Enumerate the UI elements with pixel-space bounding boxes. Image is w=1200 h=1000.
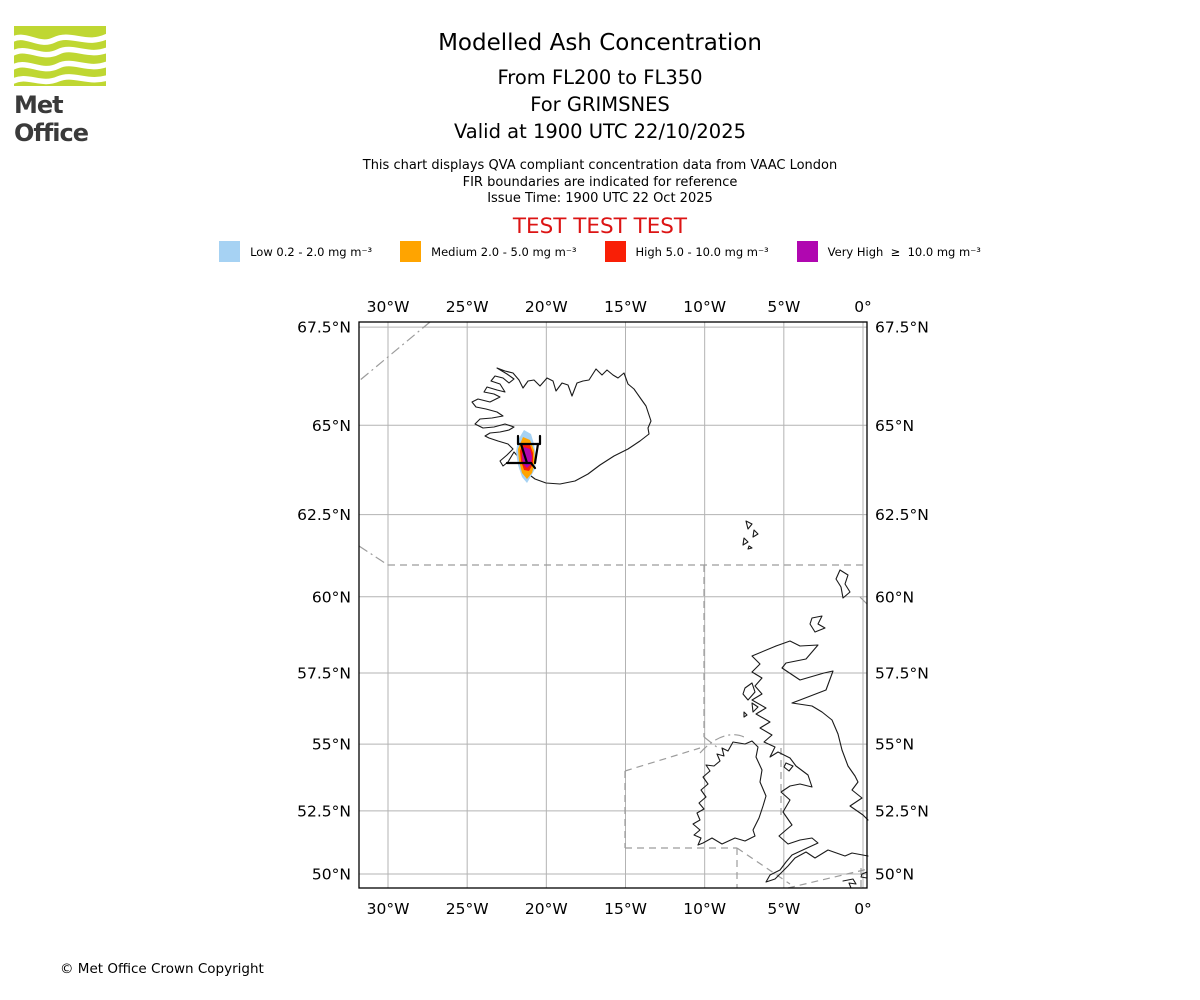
- lon-tick-label-top: 15°W: [604, 298, 647, 316]
- copyright-notice: © Met Office Crown Copyright: [60, 961, 264, 977]
- lat-tick-label-left: 55°N: [311, 735, 351, 754]
- test-banner: TEST TEST TEST: [512, 214, 688, 239]
- lon-tick-label-top: 25°W: [445, 298, 489, 316]
- lon-tick-label-bottom: 30°W: [366, 900, 410, 918]
- map-gridlines: [359, 322, 867, 888]
- lat-tick-label-right: 57.5°N: [875, 664, 929, 683]
- info-line-fir: FIR boundaries are indicated for reference: [462, 174, 738, 190]
- lat-tick-label-right: 50°N: [875, 865, 915, 884]
- lat-tick-label-left: 67.5°N: [297, 318, 351, 337]
- lon-tick-label-top: 10°W: [683, 298, 727, 316]
- legend-label-very-high: Very High ≥ 10.0 mg m⁻³: [827, 244, 981, 259]
- lat-tick-label-right: 67.5°N: [875, 318, 929, 337]
- lat-tick-label-right: 62.5°N: [875, 506, 929, 525]
- valid-time-line: Valid at 1900 UTC 22/10/2025: [453, 120, 747, 143]
- lat-tick-label-left: 50°N: [311, 865, 351, 884]
- lon-tick-label-top: 30°W: [366, 298, 410, 316]
- lat-tick-label-right: 60°N: [875, 588, 915, 607]
- page-title: Modelled Ash Concentration: [438, 30, 762, 56]
- fir-boundaries: [359, 322, 868, 888]
- isle-of-man-coastline: [784, 763, 793, 771]
- lat-tick-label-right: 52.5°N: [875, 802, 929, 821]
- lon-tick-label-top: 0°: [854, 298, 872, 316]
- iceland-coastline: [472, 368, 651, 484]
- legend-label-medium: Medium 2.0 - 5.0 mg m⁻³: [431, 244, 577, 259]
- lat-tick-label-right: 65°N: [875, 416, 915, 435]
- info-line-issue-time: Issue Time: 1900 UTC 22 Oct 2025: [487, 191, 713, 206]
- lat-tick-label-left: 62.5°N: [297, 506, 351, 525]
- shetland-coastline: [836, 570, 850, 598]
- ireland-coastline: [693, 741, 766, 845]
- lat-tick-label-left: 52.5°N: [297, 802, 351, 821]
- info-line-qva: This chart displays QVA compliant concentration data from VAAC London: [362, 158, 838, 173]
- lat-tick-label-left: 60°N: [311, 588, 351, 607]
- faroe-islands-coastline: [743, 521, 758, 549]
- legend-label-low: Low 0.2 - 2.0 mg m⁻³: [250, 244, 373, 259]
- lon-tick-label-bottom: 5°W: [767, 900, 801, 918]
- great-britain-coastline-north: [776, 641, 868, 820]
- lat-tick-label-right: 55°N: [875, 735, 915, 754]
- lat-tick-label-left: 57.5°N: [297, 664, 351, 683]
- lon-tick-label-top: 5°W: [767, 298, 801, 316]
- lon-tick-label-bottom: 0°: [854, 900, 872, 918]
- volcano-name-line: For GRIMSNES: [530, 93, 670, 116]
- lon-tick-label-top: 20°W: [524, 298, 568, 316]
- hebrides-coastline: [743, 683, 758, 717]
- flight-level-range: From FL200 to FL350: [497, 66, 703, 89]
- lon-tick-label-bottom: 15°W: [604, 900, 647, 918]
- map-tick-labels: [297, 298, 929, 918]
- lon-tick-label-bottom: 10°W: [683, 900, 727, 918]
- map-frame: [359, 322, 867, 888]
- legend-label-high: High 5.0 - 10.0 mg m⁻³: [635, 244, 769, 259]
- lat-tick-label-left: 65°N: [311, 416, 351, 435]
- great-britain-coastline-south: [752, 646, 868, 882]
- lon-tick-label-bottom: 25°W: [445, 900, 489, 918]
- orkney-coastline: [810, 616, 825, 632]
- lon-tick-label-bottom: 20°W: [524, 900, 568, 918]
- met-office-logo-text: Met Office: [14, 91, 89, 147]
